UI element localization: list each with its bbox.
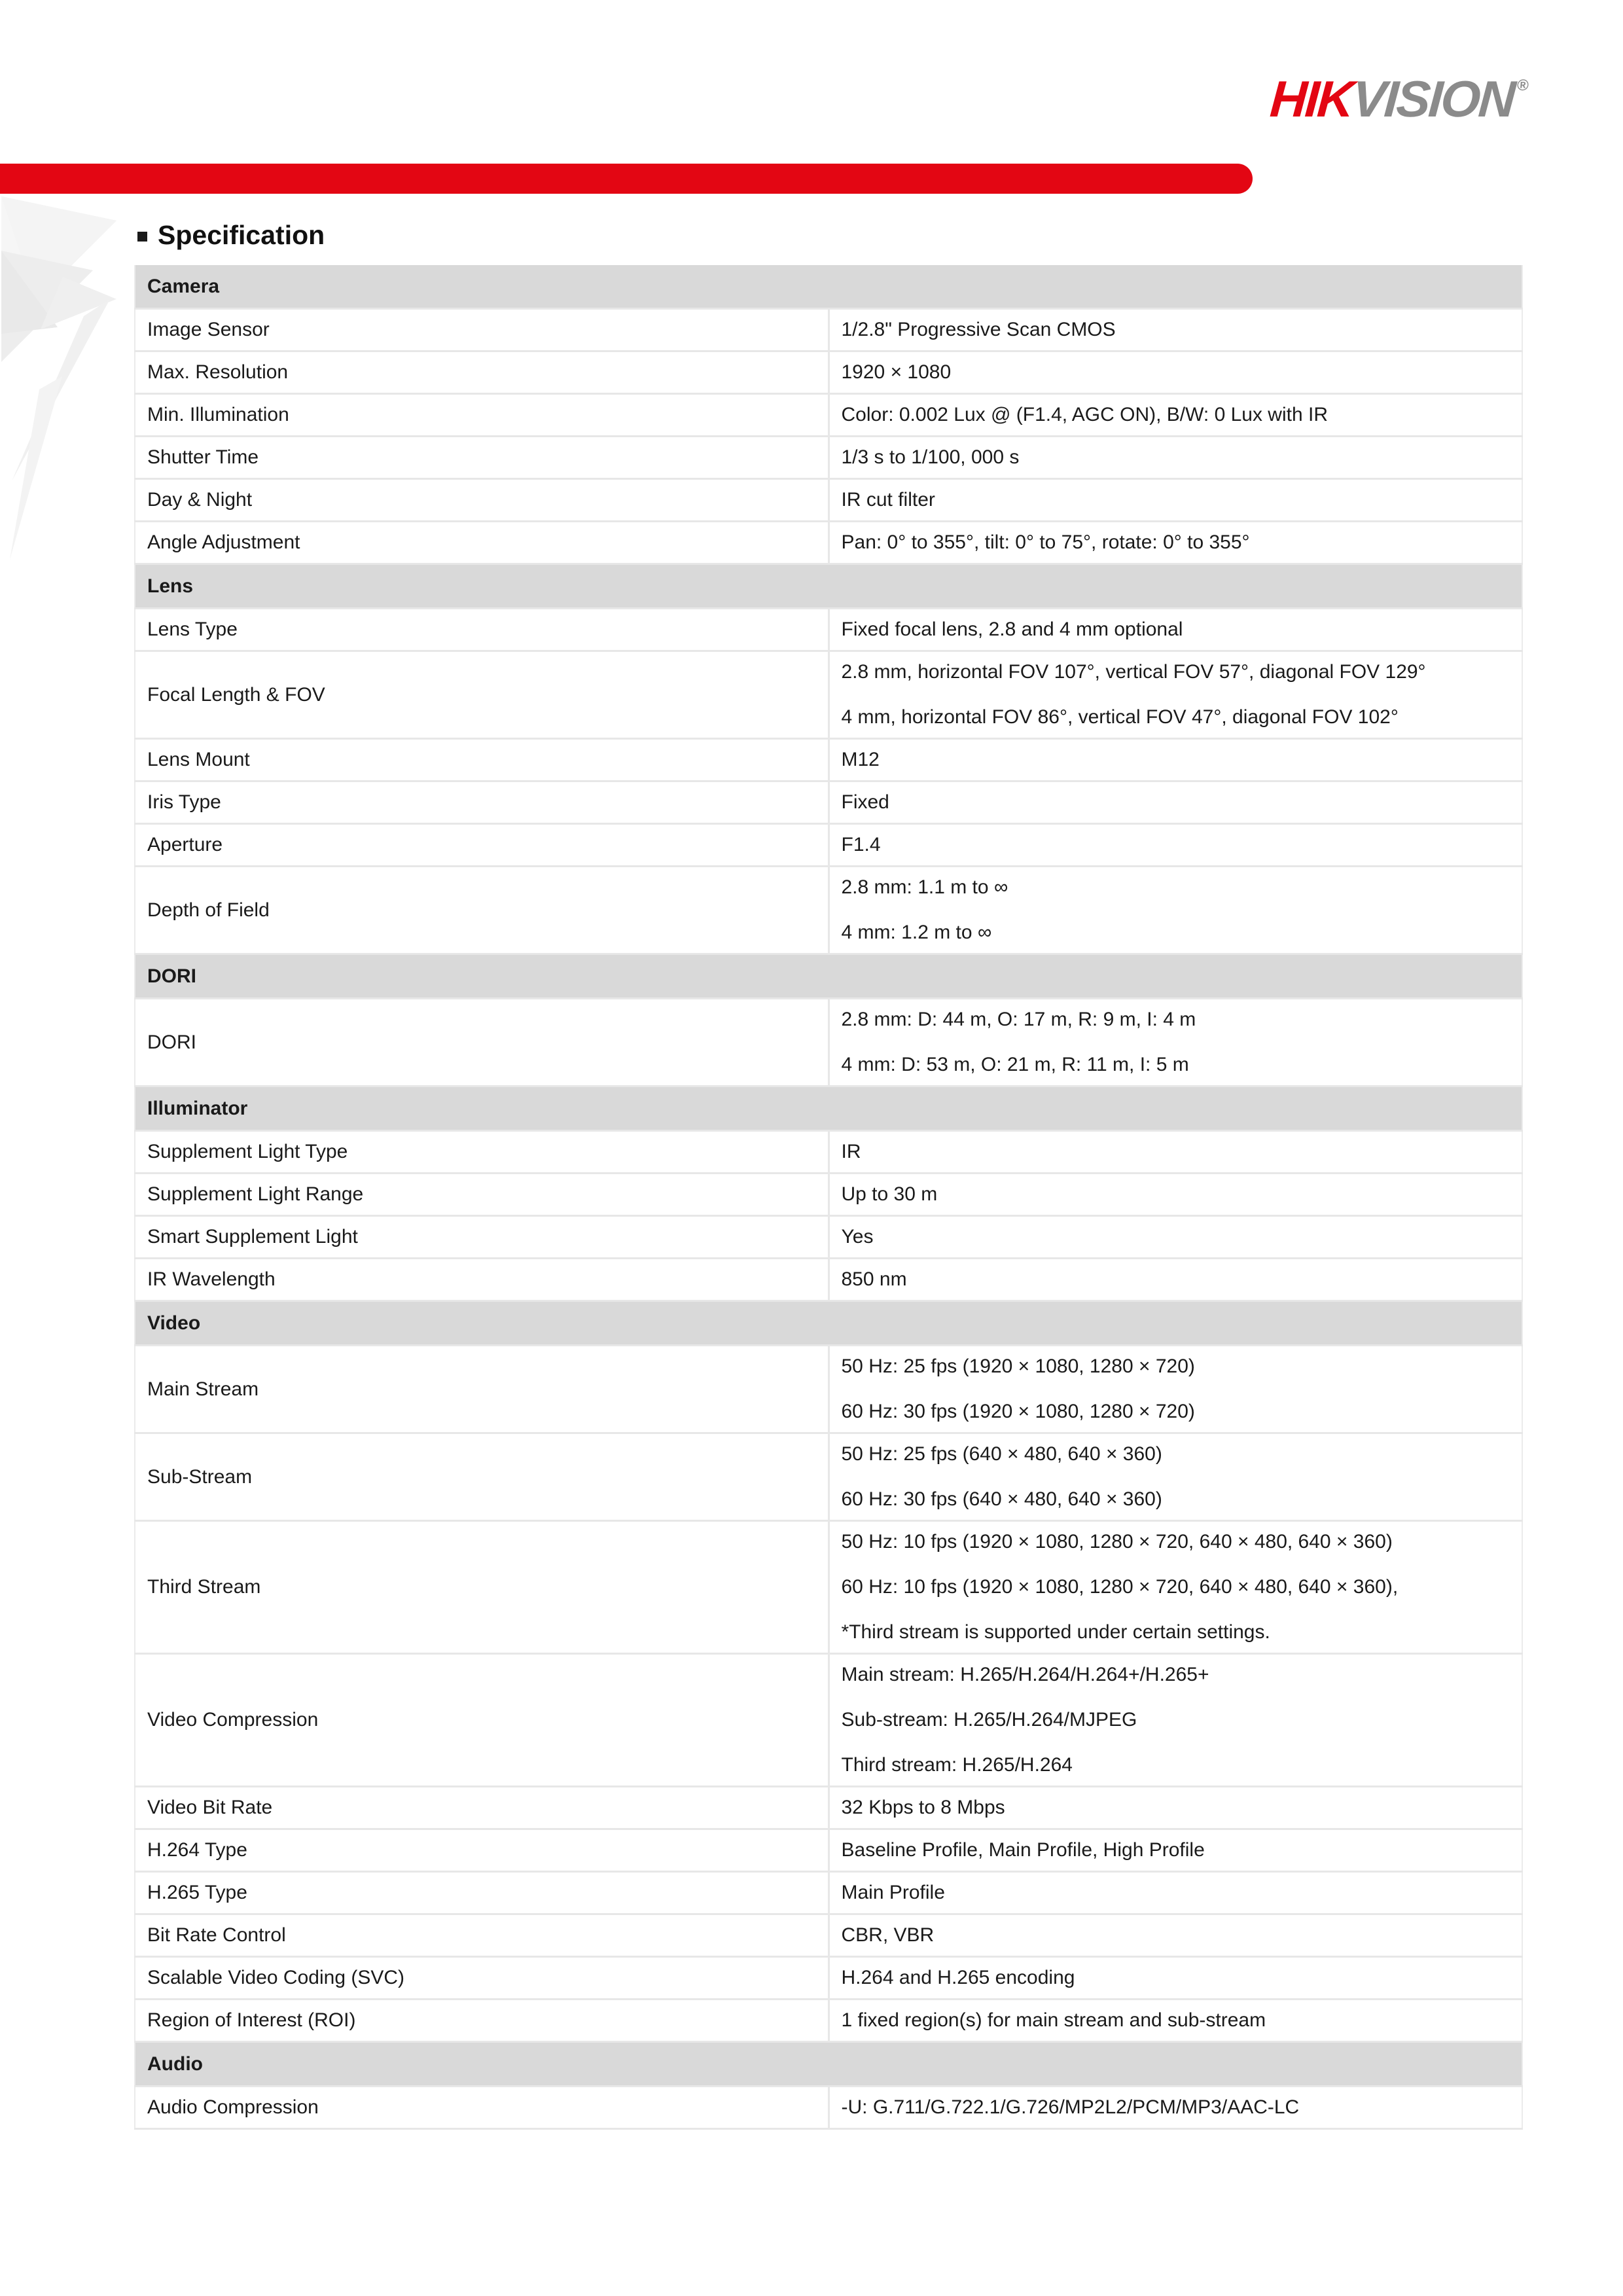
spec-value bbox=[829, 739, 1522, 781]
spec-value-line: 60 Hz: 30 fps (1920 × 1080, 1280 × 720) bbox=[841, 1401, 1195, 1422]
spec-label: Supplement Light Type bbox=[135, 1131, 829, 1174]
spec-value bbox=[829, 651, 1522, 739]
page-title bbox=[137, 220, 325, 251]
spec-label: Third Stream bbox=[135, 1521, 829, 1654]
spec-value bbox=[829, 1131, 1522, 1174]
spec-value bbox=[829, 309, 1522, 351]
spec-label: H.265 Type bbox=[135, 1872, 829, 1914]
spec-value bbox=[829, 781, 1522, 824]
spec-value-line: 50 Hz: 10 fps (1920 × 1080, 1280 × 720, 640 × 480, 640 × 360) bbox=[841, 1531, 1393, 1552]
spec-label: Max. Resolution bbox=[135, 351, 829, 394]
spec-value-line: 1/3 s to 1/100, 000 s bbox=[841, 446, 1020, 468]
spec-row bbox=[135, 651, 1522, 739]
section-header-row bbox=[135, 2042, 1522, 2087]
watermark-graphic bbox=[0, 193, 131, 599]
spec-value-line: Up to 30 m bbox=[841, 1183, 938, 1205]
spec-value bbox=[829, 351, 1522, 394]
spec-value bbox=[829, 479, 1522, 522]
spec-label: Shutter Time bbox=[135, 437, 829, 479]
red-accent-bar bbox=[0, 164, 1253, 194]
spec-row bbox=[135, 1346, 1522, 1433]
spec-value-line: 1920 × 1080 bbox=[841, 361, 952, 383]
registered-trademark-icon: ® bbox=[1516, 77, 1529, 94]
spec-label: Aperture bbox=[135, 824, 829, 867]
spec-value bbox=[829, 522, 1522, 564]
spec-label: Audio Compression bbox=[135, 2087, 829, 2129]
spec-value-line: Yes bbox=[841, 1226, 874, 1247]
spec-label: Image Sensor bbox=[135, 309, 829, 351]
spec-row bbox=[135, 1829, 1522, 1872]
spec-value-line: IR bbox=[841, 1141, 861, 1162]
spec-value-line: CBR, VBR bbox=[841, 1924, 935, 1946]
spec-row bbox=[135, 522, 1522, 564]
spec-value bbox=[829, 1787, 1522, 1829]
section-header-row bbox=[135, 265, 1522, 309]
spec-value-line: *Third stream is supported under certain settings. bbox=[841, 1621, 1270, 1643]
spec-value bbox=[829, 1346, 1522, 1433]
spec-value bbox=[829, 437, 1522, 479]
spec-value-line: IR cut filter bbox=[841, 489, 935, 511]
spec-row bbox=[135, 309, 1522, 351]
section-title: Audio bbox=[135, 2042, 1522, 2087]
spec-label: Depth of Field bbox=[135, 867, 829, 954]
bullet-square-icon bbox=[137, 232, 147, 242]
spec-value-line: Baseline Profile, Main Profile, High Profile bbox=[841, 1839, 1205, 1861]
spec-label: Iris Type bbox=[135, 781, 829, 824]
spec-table-body bbox=[135, 265, 1522, 2129]
spec-value bbox=[829, 1216, 1522, 1259]
spec-row bbox=[135, 609, 1522, 651]
spec-value-line: -U: G.711/G.722.1/G.726/MP2L2/PCM/MP3/AAC-LC bbox=[841, 2096, 1300, 2118]
spec-value-line: 2.8 mm, horizontal FOV 107°, vertical FOV 57°, diagonal FOV 129° bbox=[841, 661, 1426, 683]
spec-label: Video Compression bbox=[135, 1654, 829, 1787]
spec-label: Angle Adjustment bbox=[135, 522, 829, 564]
spec-row bbox=[135, 999, 1522, 1086]
spec-value-line: Third stream: H.265/H.264 bbox=[841, 1754, 1073, 1776]
spec-label: Main Stream bbox=[135, 1346, 829, 1433]
spec-value-line: 1 fixed region(s) for main stream and sub-stream bbox=[841, 2009, 1266, 2031]
spec-value-line: Sub-stream: H.265/H.264/MJPEG bbox=[841, 1709, 1137, 1731]
spec-label: Video Bit Rate bbox=[135, 1787, 829, 1829]
spec-row bbox=[135, 394, 1522, 437]
spec-value bbox=[829, 2087, 1522, 2129]
spec-row bbox=[135, 1259, 1522, 1301]
section-title: Illuminator bbox=[135, 1086, 1522, 1131]
spec-value-line: 50 Hz: 25 fps (1920 × 1080, 1280 × 720) bbox=[841, 1355, 1195, 1377]
spec-value bbox=[829, 1829, 1522, 1872]
spec-row bbox=[135, 437, 1522, 479]
spec-row bbox=[135, 2087, 1522, 2129]
spec-value bbox=[829, 394, 1522, 437]
spec-value-line: 50 Hz: 25 fps (640 × 480, 640 × 360) bbox=[841, 1443, 1162, 1465]
spec-row bbox=[135, 2000, 1522, 2042]
spec-row bbox=[135, 1872, 1522, 1914]
section-header-row bbox=[135, 564, 1522, 609]
spec-value bbox=[829, 1654, 1522, 1787]
spec-value-line: Fixed focal lens, 2.8 and 4 mm optional bbox=[841, 619, 1183, 640]
spec-value bbox=[829, 1521, 1522, 1654]
spec-value-line: 4 mm: 1.2 m to ∞ bbox=[841, 922, 992, 943]
spec-row bbox=[135, 1216, 1522, 1259]
spec-value-line: Main Profile bbox=[841, 1882, 945, 1903]
spec-value-line: 4 mm: D: 53 m, O: 21 m, R: 11 m, I: 5 m bbox=[841, 1054, 1189, 1075]
spec-label: IR Wavelength bbox=[135, 1259, 829, 1301]
spec-label: Min. Illumination bbox=[135, 394, 829, 437]
spec-label: Lens Type bbox=[135, 609, 829, 651]
spec-table bbox=[134, 265, 1523, 2130]
spec-row bbox=[135, 739, 1522, 781]
section-title: Lens bbox=[135, 564, 1522, 609]
spec-row bbox=[135, 781, 1522, 824]
spec-row bbox=[135, 1654, 1522, 1787]
spec-value-line: Color: 0.002 Lux @ (F1.4, AGC ON), B/W: 0 Lux with IR bbox=[841, 404, 1328, 425]
spec-value bbox=[829, 1259, 1522, 1301]
section-title: DORI bbox=[135, 954, 1522, 999]
spec-label: DORI bbox=[135, 999, 829, 1086]
spec-value-line: F1.4 bbox=[841, 834, 881, 855]
spec-value-line: 850 nm bbox=[841, 1268, 907, 1290]
spec-label: H.264 Type bbox=[135, 1829, 829, 1872]
spec-value-line: 60 Hz: 30 fps (640 × 480, 640 × 360) bbox=[841, 1488, 1162, 1510]
spec-row bbox=[135, 351, 1522, 394]
spec-value-line: 32 Kbps to 8 Mbps bbox=[841, 1797, 1005, 1818]
spec-value bbox=[829, 1914, 1522, 1957]
spec-value bbox=[829, 824, 1522, 867]
section-header-row bbox=[135, 954, 1522, 999]
spec-row bbox=[135, 824, 1522, 867]
spec-value-line: 2.8 mm: D: 44 m, O: 17 m, R: 9 m, I: 4 m bbox=[841, 1009, 1196, 1030]
spec-value bbox=[829, 1174, 1522, 1216]
spec-value bbox=[829, 1957, 1522, 2000]
spec-value-line: Main stream: H.265/H.264/H.264+/H.265+ bbox=[841, 1664, 1209, 1685]
spec-value-line: H.264 and H.265 encoding bbox=[841, 1967, 1075, 1988]
spec-row bbox=[135, 1433, 1522, 1521]
spec-value bbox=[829, 609, 1522, 651]
spec-value-line: 2.8 mm: 1.1 m to ∞ bbox=[841, 876, 1008, 898]
section-header-row bbox=[135, 1301, 1522, 1346]
section-title: Video bbox=[135, 1301, 1522, 1346]
spec-label: Focal Length & FOV bbox=[135, 651, 829, 739]
logo-vision-text: VISION bbox=[1349, 70, 1516, 128]
spec-value-line: Fixed bbox=[841, 791, 889, 813]
page-title-label: Specification bbox=[158, 220, 325, 250]
spec-row bbox=[135, 1914, 1522, 1957]
spec-value bbox=[829, 867, 1522, 954]
spec-value-line: Pan: 0° to 355°, tilt: 0° to 75°, rotate: 0° to 355° bbox=[841, 531, 1250, 553]
section-header-row bbox=[135, 1086, 1522, 1131]
spec-value-line: 4 mm, horizontal FOV 86°, vertical FOV 47°, diagonal FOV 102° bbox=[841, 706, 1399, 728]
spec-value bbox=[829, 1872, 1522, 1914]
spec-label: Day & Night bbox=[135, 479, 829, 522]
hikvision-logo bbox=[1268, 70, 1529, 128]
spec-row bbox=[135, 867, 1522, 954]
spec-label: Scalable Video Coding (SVC) bbox=[135, 1957, 829, 2000]
spec-value bbox=[829, 1433, 1522, 1521]
spec-row bbox=[135, 1131, 1522, 1174]
spec-value-line: M12 bbox=[841, 749, 880, 770]
spec-row bbox=[135, 1787, 1522, 1829]
spec-row bbox=[135, 1521, 1522, 1654]
section-title: Camera bbox=[135, 265, 1522, 309]
spec-label: Bit Rate Control bbox=[135, 1914, 829, 1957]
spec-label: Region of Interest (ROI) bbox=[135, 2000, 829, 2042]
spec-row bbox=[135, 1174, 1522, 1216]
spec-value bbox=[829, 999, 1522, 1086]
spec-label: Sub-Stream bbox=[135, 1433, 829, 1521]
spec-label: Smart Supplement Light bbox=[135, 1216, 829, 1259]
spec-row bbox=[135, 1957, 1522, 2000]
spec-row bbox=[135, 479, 1522, 522]
spec-value-line: 1/2.8" Progressive Scan CMOS bbox=[841, 319, 1116, 340]
spec-value bbox=[829, 2000, 1522, 2042]
spec-value-line: 60 Hz: 10 fps (1920 × 1080, 1280 × 720, 640 × 480, 640 × 360), bbox=[841, 1576, 1399, 1598]
spec-label: Supplement Light Range bbox=[135, 1174, 829, 1216]
logo-hik-text: HIK bbox=[1268, 70, 1354, 128]
spec-label: Lens Mount bbox=[135, 739, 829, 781]
